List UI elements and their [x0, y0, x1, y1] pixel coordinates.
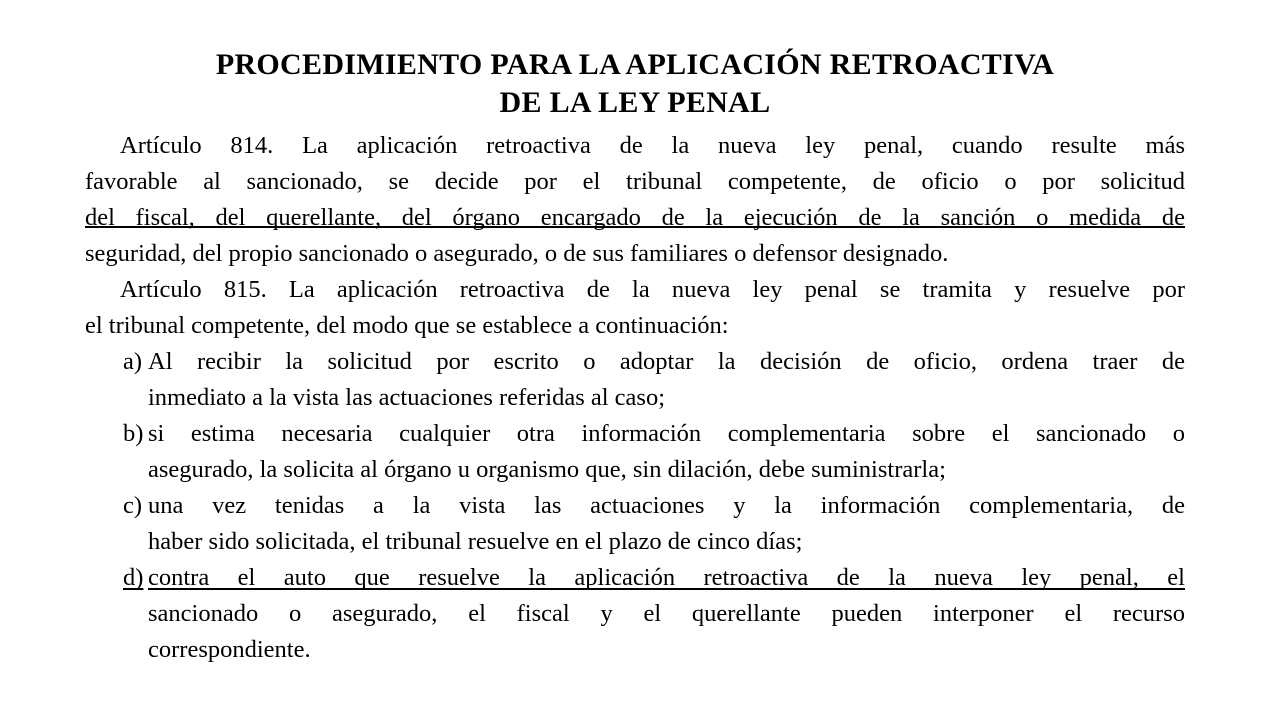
list-item-c: [85, 488, 1185, 560]
list-item-c-line-1: [85, 488, 1185, 524]
list-item-d: [85, 560, 1185, 668]
lettered-list: [85, 344, 1185, 668]
document-title: [85, 46, 1185, 122]
list-item-c-line-2: haber sido solicitada, el tribunal resuelve en el plazo de cinco días;: [148, 528, 803, 555]
list-marker-d: d): [123, 564, 144, 591]
list-item-b-text-1: si estima necesaria cualquier otra información complementaria sobre el sancionado o: [148, 420, 1185, 447]
articulo-814-line-1: Artículo 814. La aplicación retroactiva de la nueva ley penal, cuando resulte más: [120, 132, 1185, 159]
title-line-2: DE LA LEY PENAL: [499, 86, 771, 119]
list-item-a-line-2: inmediato a la vista las actuaciones referidas al caso;: [148, 384, 666, 411]
articulo-814-line-2: favorable al sancionado, se decide por el tribunal competente, de oficio o por solicitud: [85, 168, 1185, 195]
list-item-a-line-1: [85, 344, 1185, 380]
title-line-1: PROCEDIMIENTO PARA LA APLICACIÓN RETROACTIVA: [215, 48, 1055, 81]
articulo-815-line-2: el tribunal competente, del modo que se establece a continuación:: [85, 312, 729, 339]
document-body: [85, 128, 1185, 668]
list-item-d-line-2: sancionado o asegurado, el fiscal y el querellante pueden interponer el recurso: [148, 600, 1185, 627]
articulo-815-line-1: Artículo 815. La aplicación retroactiva de la nueva ley penal se tramita y resuelve por: [120, 276, 1185, 303]
list-item-b-line-2: asegurado, la solicita al órgano u organismo que, sin dilación, debe suministrarla;: [148, 456, 946, 483]
list-marker-b: b): [123, 420, 144, 447]
articulo-814-line-3: del fiscal, del querellante, del órgano encargado de la ejecución de la sanción o medida de: [85, 204, 1185, 231]
list-item-d-text-1: contra el auto que resuelve la aplicación retroactiva de la nueva ley penal, el: [148, 564, 1185, 591]
list-marker-c: c): [123, 492, 143, 519]
paragraph-articulo-815: [85, 272, 1185, 344]
list-item-b-line-1: [85, 416, 1185, 452]
list-item-c-text-1: una vez tenidas a la vista las actuaciones y la información complementaria, de: [148, 492, 1185, 519]
paragraph-articulo-814: [85, 128, 1185, 272]
list-item-a-text-1: Al recibir la solicitud por escrito o adoptar la decisión de oficio, ordena traer de: [148, 348, 1185, 375]
list-item-b: [85, 416, 1185, 488]
list-marker-a: a): [123, 348, 143, 375]
list-item-d-line-3: correspondiente.: [148, 636, 311, 663]
articulo-814-line-4: seguridad, del propio sancionado o asegurado, o de sus familiares o defensor designado.: [85, 240, 949, 267]
list-item-d-line-1: [85, 560, 1185, 596]
list-item-a: [85, 344, 1185, 416]
